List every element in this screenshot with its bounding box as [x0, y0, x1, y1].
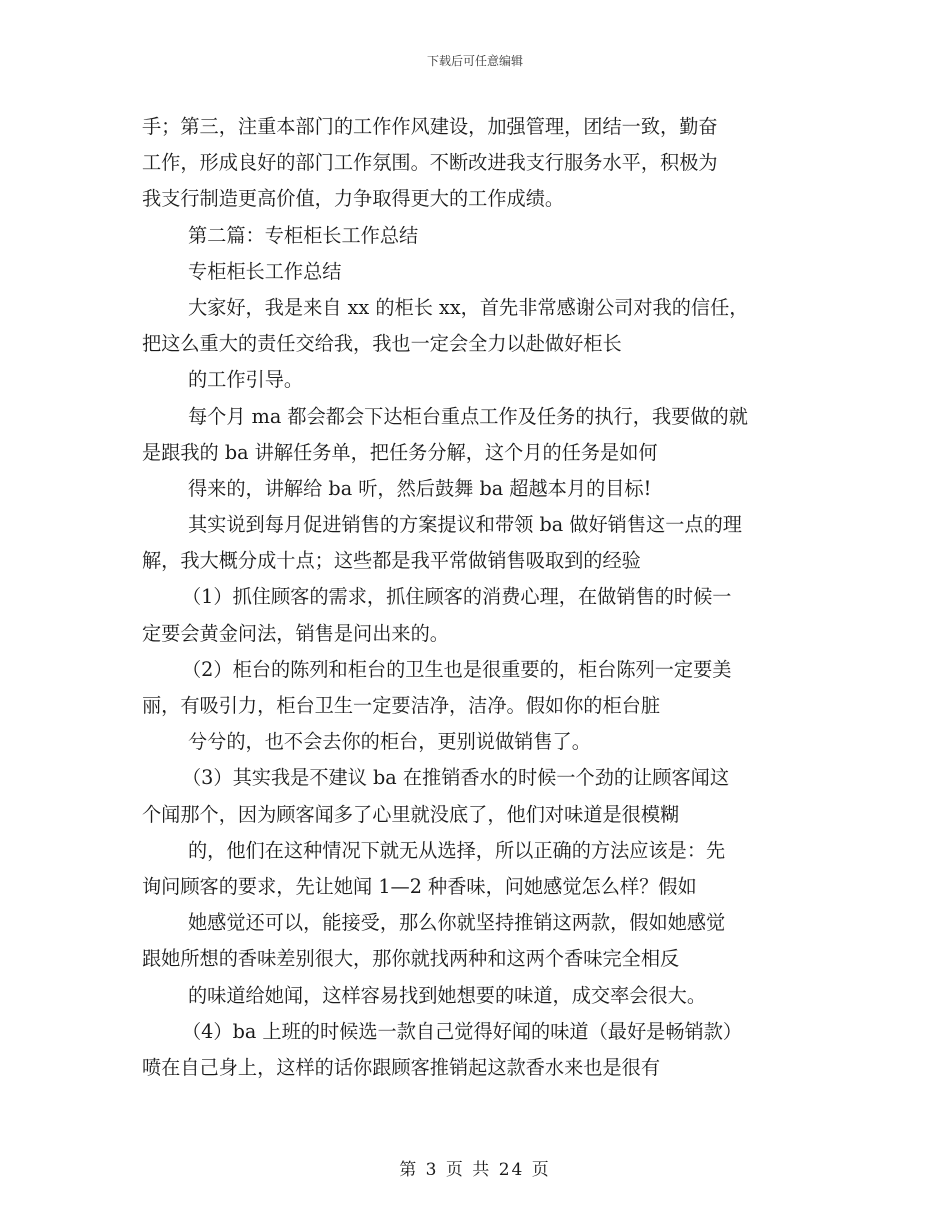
text-line: 我支行制造更高价值，力争取得更大的工作成绩。 — [142, 187, 565, 211]
list-item: （2）柜台的陈列和柜台的卫生也是很重要的，柜台陈列一定要美 — [182, 657, 732, 681]
text-line: 询问顾客的要求，先让她闻 1—2 种香味，问她感觉怎么样？假如 — [142, 874, 697, 898]
document-body — [142, 112, 807, 1089]
text-line: 个闻那个，因为顾客闻多了心里就没底了，他们对味道是很模糊 — [142, 802, 680, 826]
text-line: 兮兮的，也不会去你的柜台，更别说做销售了。 — [188, 730, 591, 754]
text-line: 把这么重大的责任交给我，我也一定会全力以赴做好柜长 — [142, 332, 622, 356]
text-line: 她感觉还可以，能接受，那么你就坚持推销这两款，假如她感觉 — [188, 911, 726, 935]
text-line: 工作，形成良好的部门工作氛围。不断改进我支行服务水平，积极为 — [142, 151, 718, 175]
list-item: （4）ba 上班的时候选一款自己觉得好闻的味道（最好是畅销款） — [182, 1019, 743, 1043]
text-line: 是跟我的 ba 讲解任务单，把任务分解，这个月的任务是如何 — [142, 440, 658, 464]
text-line: 手；第三，注重本部门的工作作风建设，加强管理，团结一致，勤奋 — [142, 115, 718, 138]
text-line: 大家好，我是来自 xx 的柜长 xx，首先非常感谢公司对我的信任， — [188, 295, 749, 319]
text-line: 的，他们在这种情况下就无从选择，所以正确的方法应该是：先 — [188, 838, 726, 862]
text-line: 丽，有吸引力，柜台卫生一定要洁净，洁净。假如你的柜台脏 — [142, 694, 661, 717]
text-line: 解，我大概分成十点；这些都是我平常做销售吸取到的经验 — [142, 549, 641, 573]
text-line: 喷在自己身上，这样的话你跟顾客推销起这款香水来也是很有 — [142, 1055, 661, 1079]
text-line: 得来的，讲解给 ba 听，然后鼓舞 ba 超越本月的目标! — [188, 476, 652, 500]
text-line: 跟她所想的香味差别很大，那你就找两种和这两个香味完全相反 — [142, 947, 680, 971]
list-item: （1）抓住顾客的需求，抓住顾客的消费心理，在做销售的时候一 — [182, 585, 732, 609]
page-footer: 第 3 页 共 24 页 — [399, 1160, 551, 1180]
section-subheading: 专柜柜长工作总结 — [188, 259, 342, 283]
list-item: （3）其实我是不建议 ba 在推销香水的时候一个劲的让顾客闻这 — [182, 766, 730, 790]
page-header: 下载后可任意编辑 — [426, 54, 523, 68]
text-line: 的味道给她闻，这样容易找到她想要的味道，成交率会很大。 — [188, 983, 707, 1007]
section-heading: 第二篇：专柜柜长工作总结 — [188, 223, 419, 247]
text-line: 定要会黄金问法，销售是问出来的。 — [142, 621, 449, 645]
text-line: 其实说到每月促进销售的方案提议和带领 ba 做好销售这一点的理 — [188, 513, 742, 537]
text-line: 的工作引导。 — [188, 368, 304, 392]
text-line: 每个月 ma 都会都会下达柜台重点工作及任务的执行，我要做的就 — [188, 404, 748, 428]
